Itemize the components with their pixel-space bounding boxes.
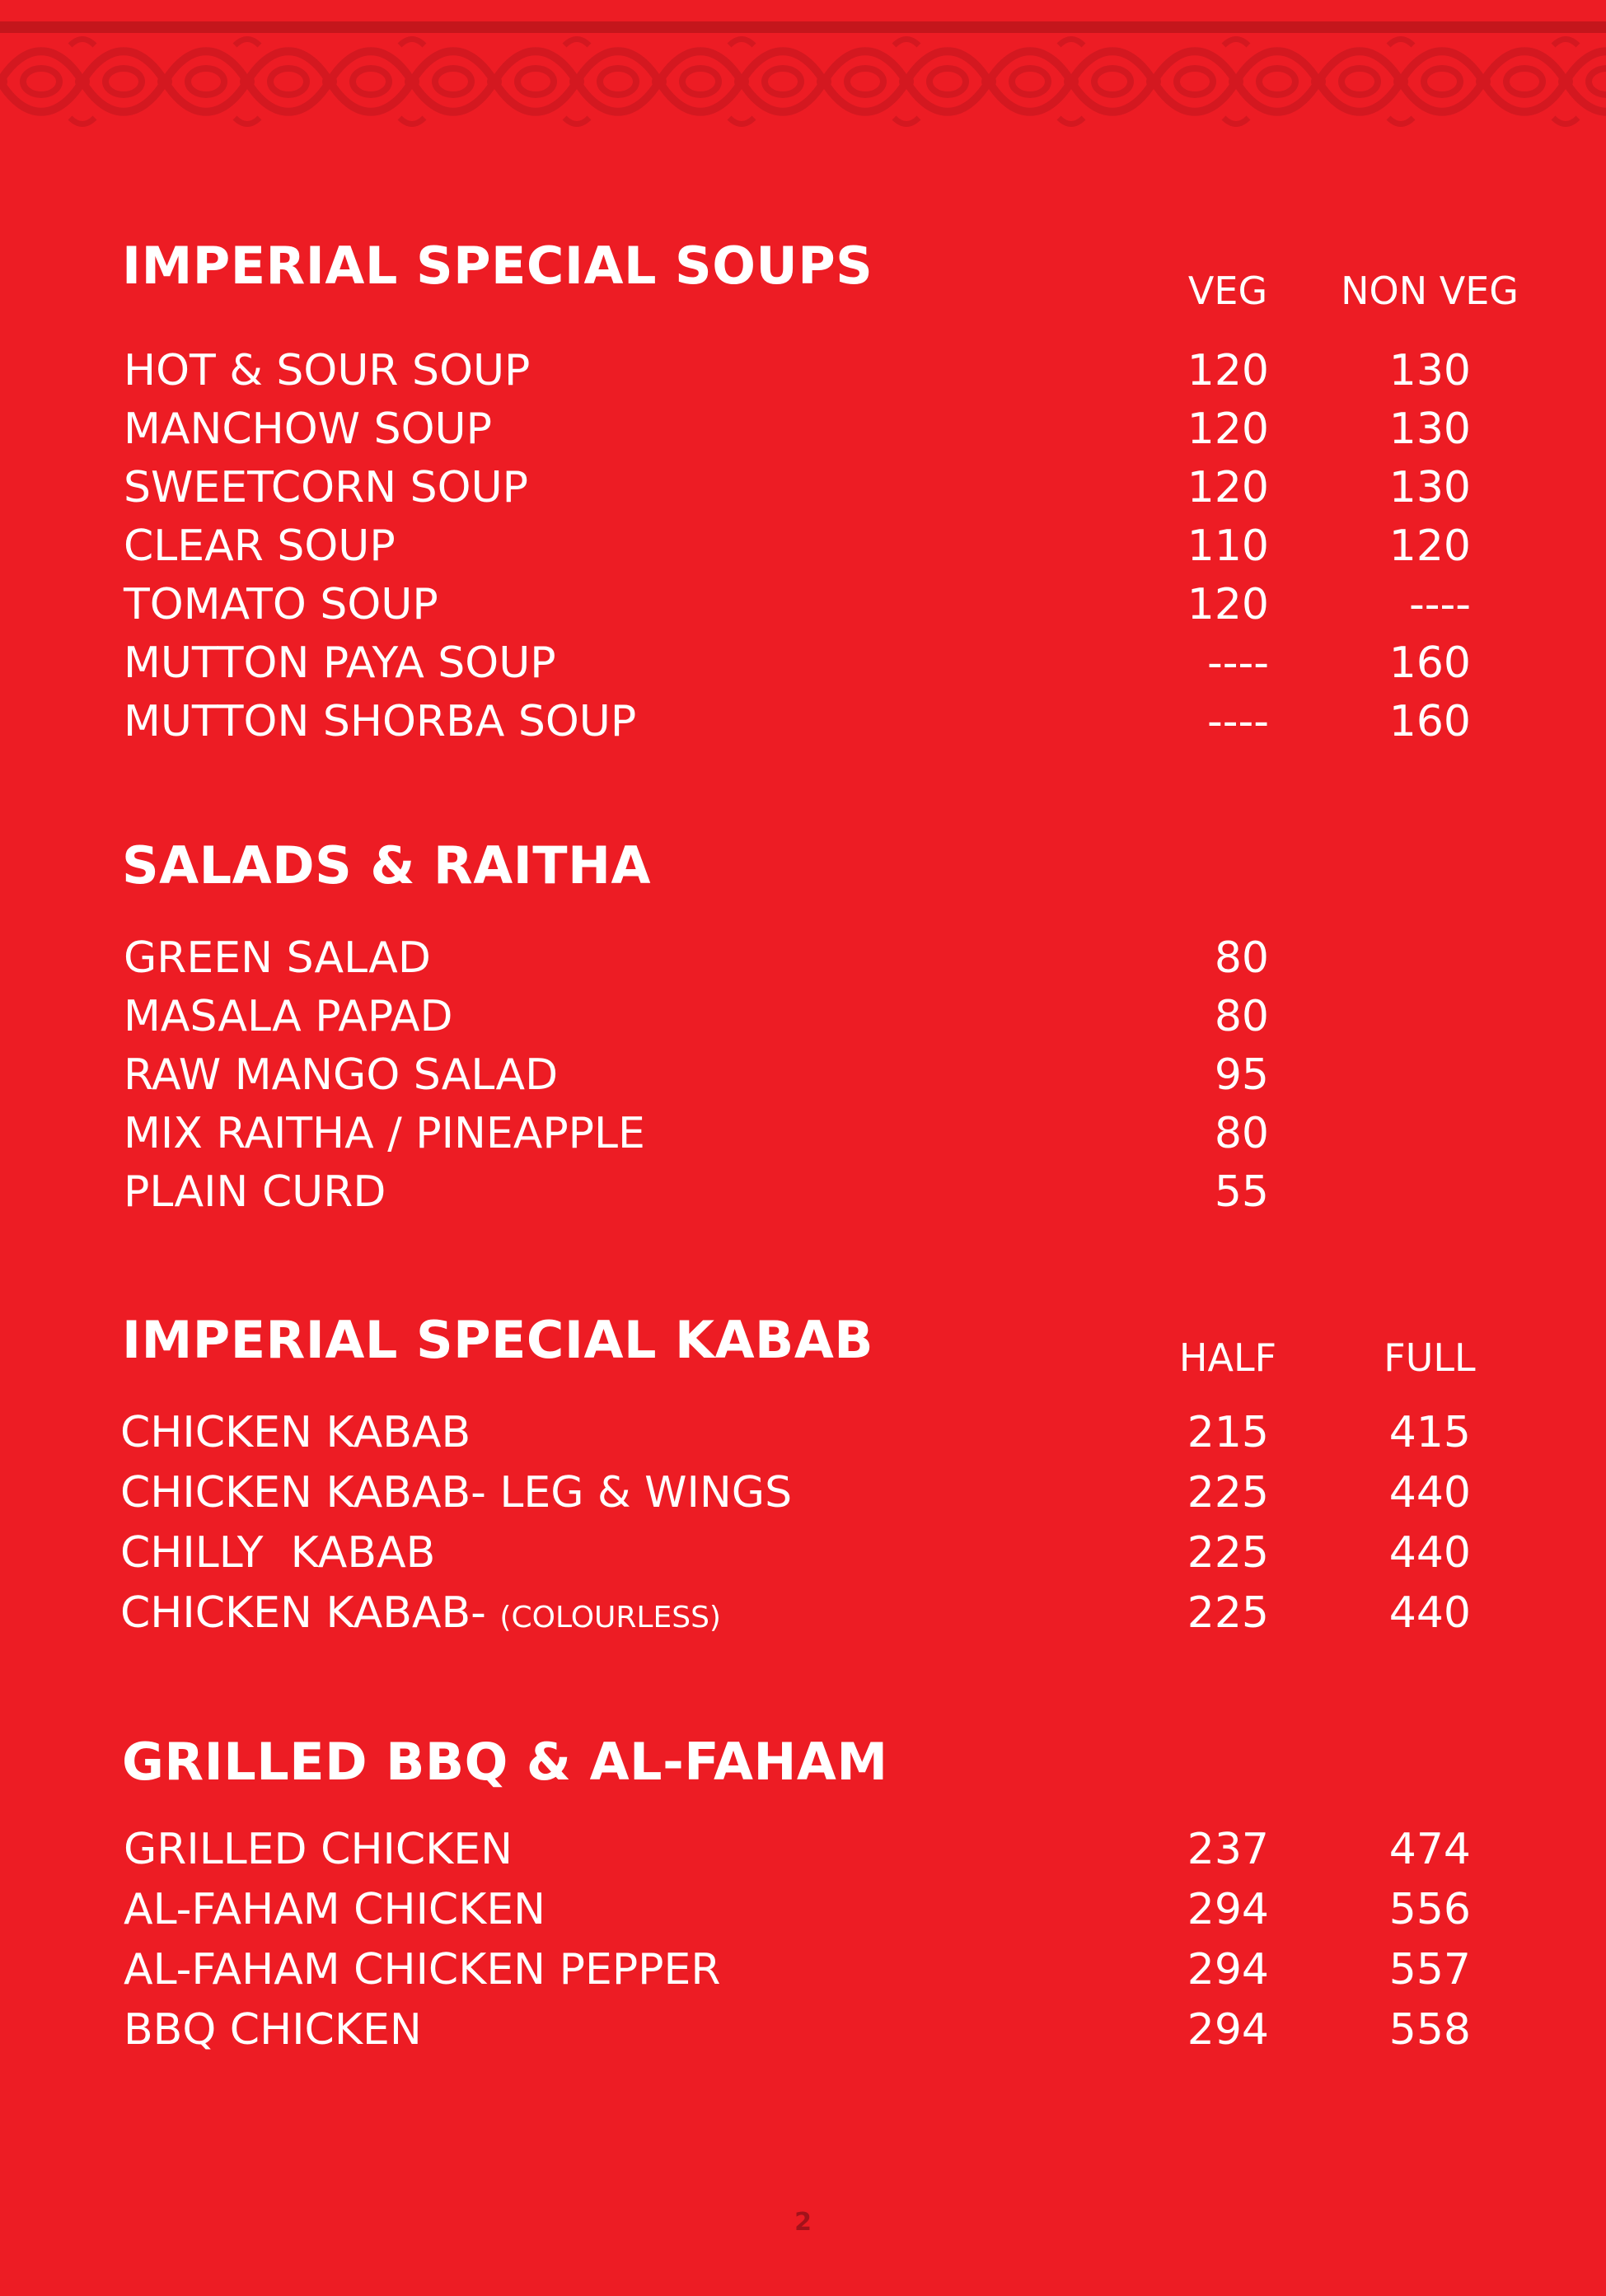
item-name-wrap: [120, 1588, 721, 1638]
item-name: GRILLED CHICKEN: [124, 1825, 513, 1874]
top-border-stripe: [0, 21, 1606, 33]
item-name: MUTTON PAYA SOUP: [124, 638, 556, 688]
price-veg: ----: [1206, 697, 1269, 746]
column-header-veg: VEG: [1187, 269, 1268, 313]
item-name: MUTTON SHORBA SOUP: [124, 697, 637, 746]
price-full: 440: [1388, 1588, 1471, 1638]
menu-item-row: [0, 1109, 1606, 1171]
item-name: CHICKEN KABAB-: [120, 1588, 500, 1638]
price-full: 558: [1388, 2005, 1471, 2055]
menu-item-row: [0, 521, 1606, 583]
item-name: TOMATO SOUP: [124, 580, 438, 629]
section-title: IMPERIAL SPECIAL KABAB: [122, 1310, 874, 1370]
ornamental-border-pattern: [0, 33, 1606, 130]
item-name: SWEETCORN SOUP: [124, 463, 529, 512]
item-name: GREEN SALAD: [124, 933, 431, 983]
item-name: AL-FAHAM CHICKEN: [124, 1885, 546, 1934]
menu-item-row: [0, 463, 1606, 525]
menu-item-row: [0, 1588, 1606, 1650]
menu-item-row: [0, 1167, 1606, 1229]
menu-item-row: [0, 638, 1606, 700]
price-full: 474: [1388, 1825, 1471, 1874]
price-half: 225: [1187, 1528, 1269, 1578]
section-title: IMPERIAL SPECIAL SOUPS: [122, 236, 873, 296]
price-half: 237: [1187, 1825, 1269, 1874]
menu-item-row: [0, 1825, 1606, 1887]
column-header-full: FULL: [1384, 1335, 1476, 1380]
item-name: CHILLY KABAB: [120, 1528, 436, 1578]
menu-item-row: [0, 992, 1606, 1054]
menu-item-row: [0, 2005, 1606, 2067]
price-non-veg: 160: [1388, 638, 1471, 688]
item-name: MASALA PAPAD: [124, 992, 453, 1041]
section-title: SALADS & RAITHA: [122, 835, 651, 895]
price-non-veg: 130: [1388, 463, 1471, 512]
price-veg: 120: [1187, 580, 1269, 629]
price-full: 556: [1388, 1885, 1471, 1934]
price-veg: 120: [1187, 463, 1269, 512]
price-half: 294: [1187, 1885, 1269, 1934]
menu-item-row: [0, 1528, 1606, 1590]
price-veg: ----: [1206, 638, 1269, 688]
menu-item-row: [0, 1050, 1606, 1112]
price-non-veg: 120: [1388, 521, 1471, 571]
item-name: HOT & SOUR SOUP: [124, 346, 531, 395]
price-full: 557: [1388, 1945, 1471, 1994]
price-veg: 120: [1187, 346, 1269, 395]
price: 55: [1214, 1167, 1269, 1217]
item-name: MIX RAITHA / PINEAPPLE: [124, 1109, 645, 1158]
item-name: CHICKEN KABAB: [120, 1408, 471, 1457]
price-full: 440: [1388, 1528, 1471, 1578]
menu-item-row: [0, 1885, 1606, 1947]
price-half: 225: [1187, 1588, 1269, 1638]
column-header-half: HALF: [1178, 1335, 1277, 1380]
price: 80: [1214, 1109, 1269, 1158]
top-border-line: [0, 0, 1606, 21]
price-non-veg: 130: [1388, 404, 1471, 454]
menu-item-row: [0, 580, 1606, 642]
item-note: (COLOURLESS): [499, 1601, 721, 1634]
item-name: CLEAR SOUP: [124, 521, 396, 571]
price-half: 294: [1187, 2005, 1269, 2055]
price-veg: 110: [1187, 521, 1269, 571]
price-veg: 120: [1187, 404, 1269, 454]
menu-item-row: [0, 1945, 1606, 2007]
menu-item-row: [0, 346, 1606, 408]
price-full: 415: [1388, 1408, 1471, 1457]
menu-item-row: [0, 933, 1606, 995]
menu-item-row: [0, 697, 1606, 759]
price-half: 215: [1187, 1408, 1269, 1457]
price-non-veg: 160: [1388, 697, 1471, 746]
item-name: RAW MANGO SALAD: [124, 1050, 559, 1100]
price: 95: [1214, 1050, 1269, 1100]
price-half: 294: [1187, 1945, 1269, 1994]
price-non-veg: ----: [1408, 580, 1471, 629]
page-number: 2: [794, 2208, 812, 2237]
price-full: 440: [1388, 1468, 1471, 1517]
item-name: CHICKEN KABAB- LEG & WINGS: [120, 1468, 793, 1517]
price-half: 225: [1187, 1468, 1269, 1517]
price: 80: [1214, 992, 1269, 1041]
price: 80: [1214, 933, 1269, 983]
menu-item-row: [0, 404, 1606, 466]
section-title: GRILLED BBQ & AL-FAHAM: [122, 1732, 888, 1792]
price-non-veg: 130: [1388, 346, 1471, 395]
item-name: MANCHOW SOUP: [124, 404, 492, 454]
item-name: PLAIN CURD: [124, 1167, 386, 1217]
item-name: BBQ CHICKEN: [124, 2005, 422, 2055]
menu-item-row: [0, 1468, 1606, 1530]
menu-item-row: [0, 1408, 1606, 1470]
item-name: AL-FAHAM CHICKEN PEPPER: [124, 1945, 721, 1994]
column-header-non-veg: NON VEG: [1341, 269, 1519, 313]
